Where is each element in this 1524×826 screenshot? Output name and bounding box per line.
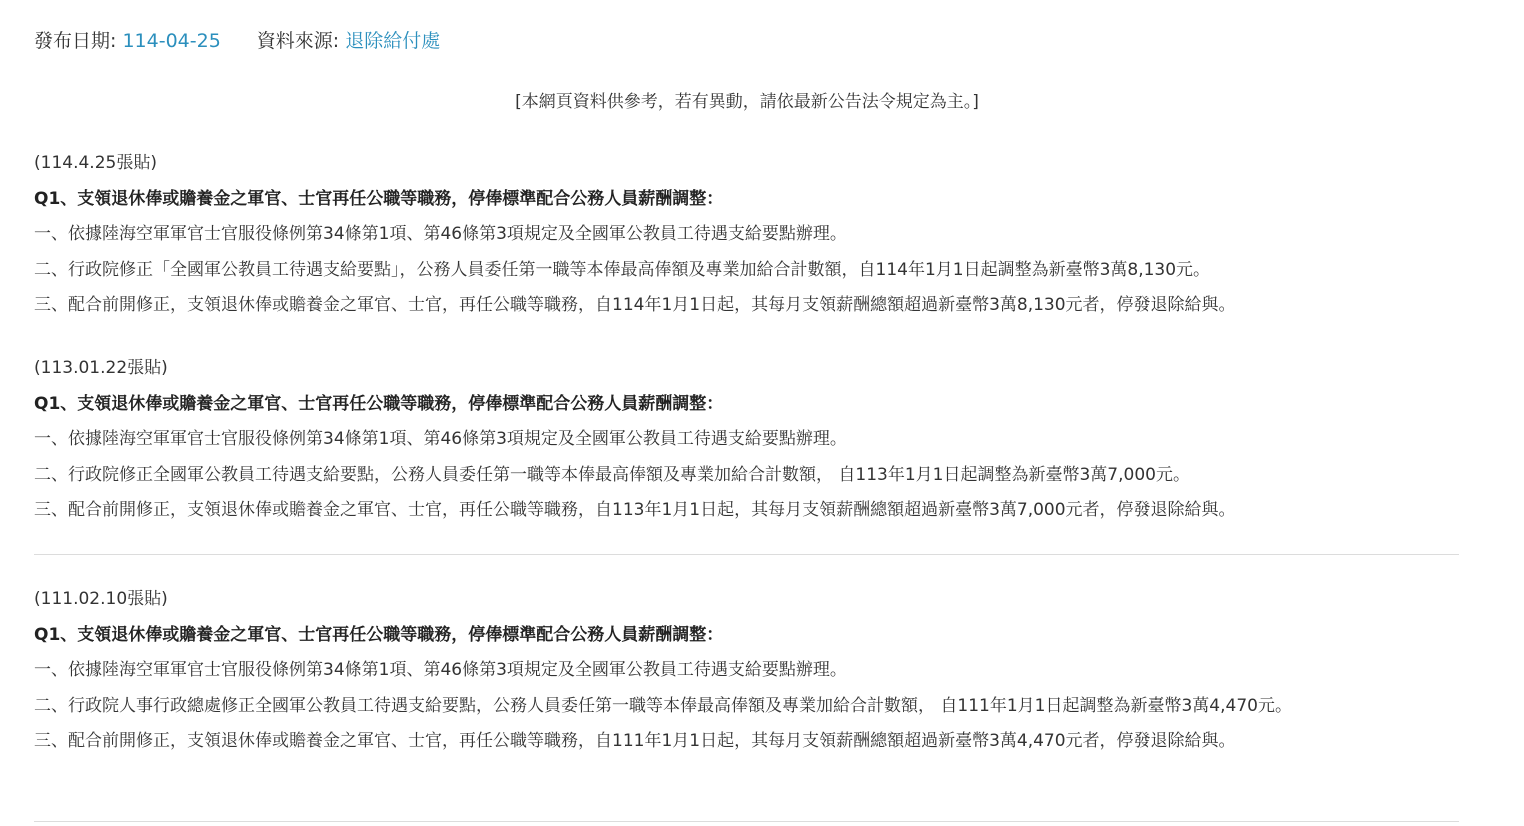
source-label: 資料來源: — [256, 30, 346, 52]
item-3: 三、配合前開修正，支領退休俸或贍養金之軍官、士官，再任公職等職務，自113年1月1日起，其每月支領薪酬總額超過新臺幣3萬7,000元者，停發退除給與。 — [34, 500, 1236, 520]
question-heading: Q1、支領退休俸或贍養金之軍官、士官再任公職等職務，停俸標準配合公務人員薪酬調整： — [34, 393, 724, 414]
question-heading: Q1、支領退休俸或贍養金之軍官、士官再任公職等職務，停俸標準配合公務人員薪酬調整： — [34, 188, 724, 209]
publish-date-label: 發布日期: — [34, 30, 123, 52]
meta-info — [34, 27, 440, 55]
announcement-section-111 — [34, 582, 1459, 760]
section-divider — [34, 554, 1459, 555]
item-1: 一、依據陸海空軍軍官士官服役條例第34條第1項、第46條第3項規定及全國軍公教員工待遇支給要點辦理。 — [34, 224, 847, 244]
announcement-section-113 — [34, 351, 1459, 529]
post-date: (114.4.25張貼) — [34, 153, 157, 173]
item-2: 二、行政院人事行政總處修正全國軍公教員工待遇支給要點，公務人員委任第一職等本俸最高俸額及專業加給合計數額， 自111年1月1日起調整為新臺幣3萬4,470元。 — [34, 695, 1292, 716]
disclaimer: [本網頁資料供參考，若有異動，請依最新公告法令規定為主。] — [515, 92, 979, 112]
post-date: (113.01.22張貼) — [34, 358, 168, 378]
item-1: 一、依據陸海空軍軍官士官服役條例第34條第1項、第46條第3項規定及全國軍公教員工待遇支給要點辦理。 — [34, 660, 847, 680]
item-3: 三、配合前開修正，支領退休俸或贍養金之軍官、士官，再任公職等職務，自111年1月1日起，其每月支領薪酬總額超過新臺幣3萬4,470元者，停發退除給與。 — [34, 731, 1236, 751]
item-1: 一、依據陸海空軍軍官士官服役條例第34條第1項、第46條第3項規定及全國軍公教員工待遇支給要點辦理。 — [34, 429, 847, 449]
section-divider — [34, 821, 1459, 822]
item-2: 二、行政院修正全國軍公教員工待遇支給要點，公務人員委任第一職等本俸最高俸額及專業加給合計數額， 自113年1月1日起調整為新臺幣3萬7,000元。 — [34, 464, 1190, 485]
question-heading: Q1、支領退休俸或贍養金之軍官、士官再任公職等職務，停俸標準配合公務人員薪酬調整： — [34, 624, 724, 645]
source-link[interactable]: 退除給付處 — [345, 30, 441, 52]
announcement-section-114 — [34, 146, 1459, 324]
publish-date: 114-04-25 — [122, 30, 221, 52]
item-2: 二、行政院修正「全國軍公教員工待遇支給要點」，公務人員委任第一職等本俸最高俸額及專業加給合計數額，自114年1月1日起調整為新臺幣3萬8,130元。 — [34, 259, 1211, 280]
item-3: 三、配合前開修正，支領退休俸或贍養金之軍官、士官，再任公職等職務，自114年1月1日起，其每月支領薪酬總額超過新臺幣3萬8,130元者，停發退除給與。 — [34, 295, 1236, 315]
post-date: (111.02.10張貼) — [34, 589, 168, 609]
